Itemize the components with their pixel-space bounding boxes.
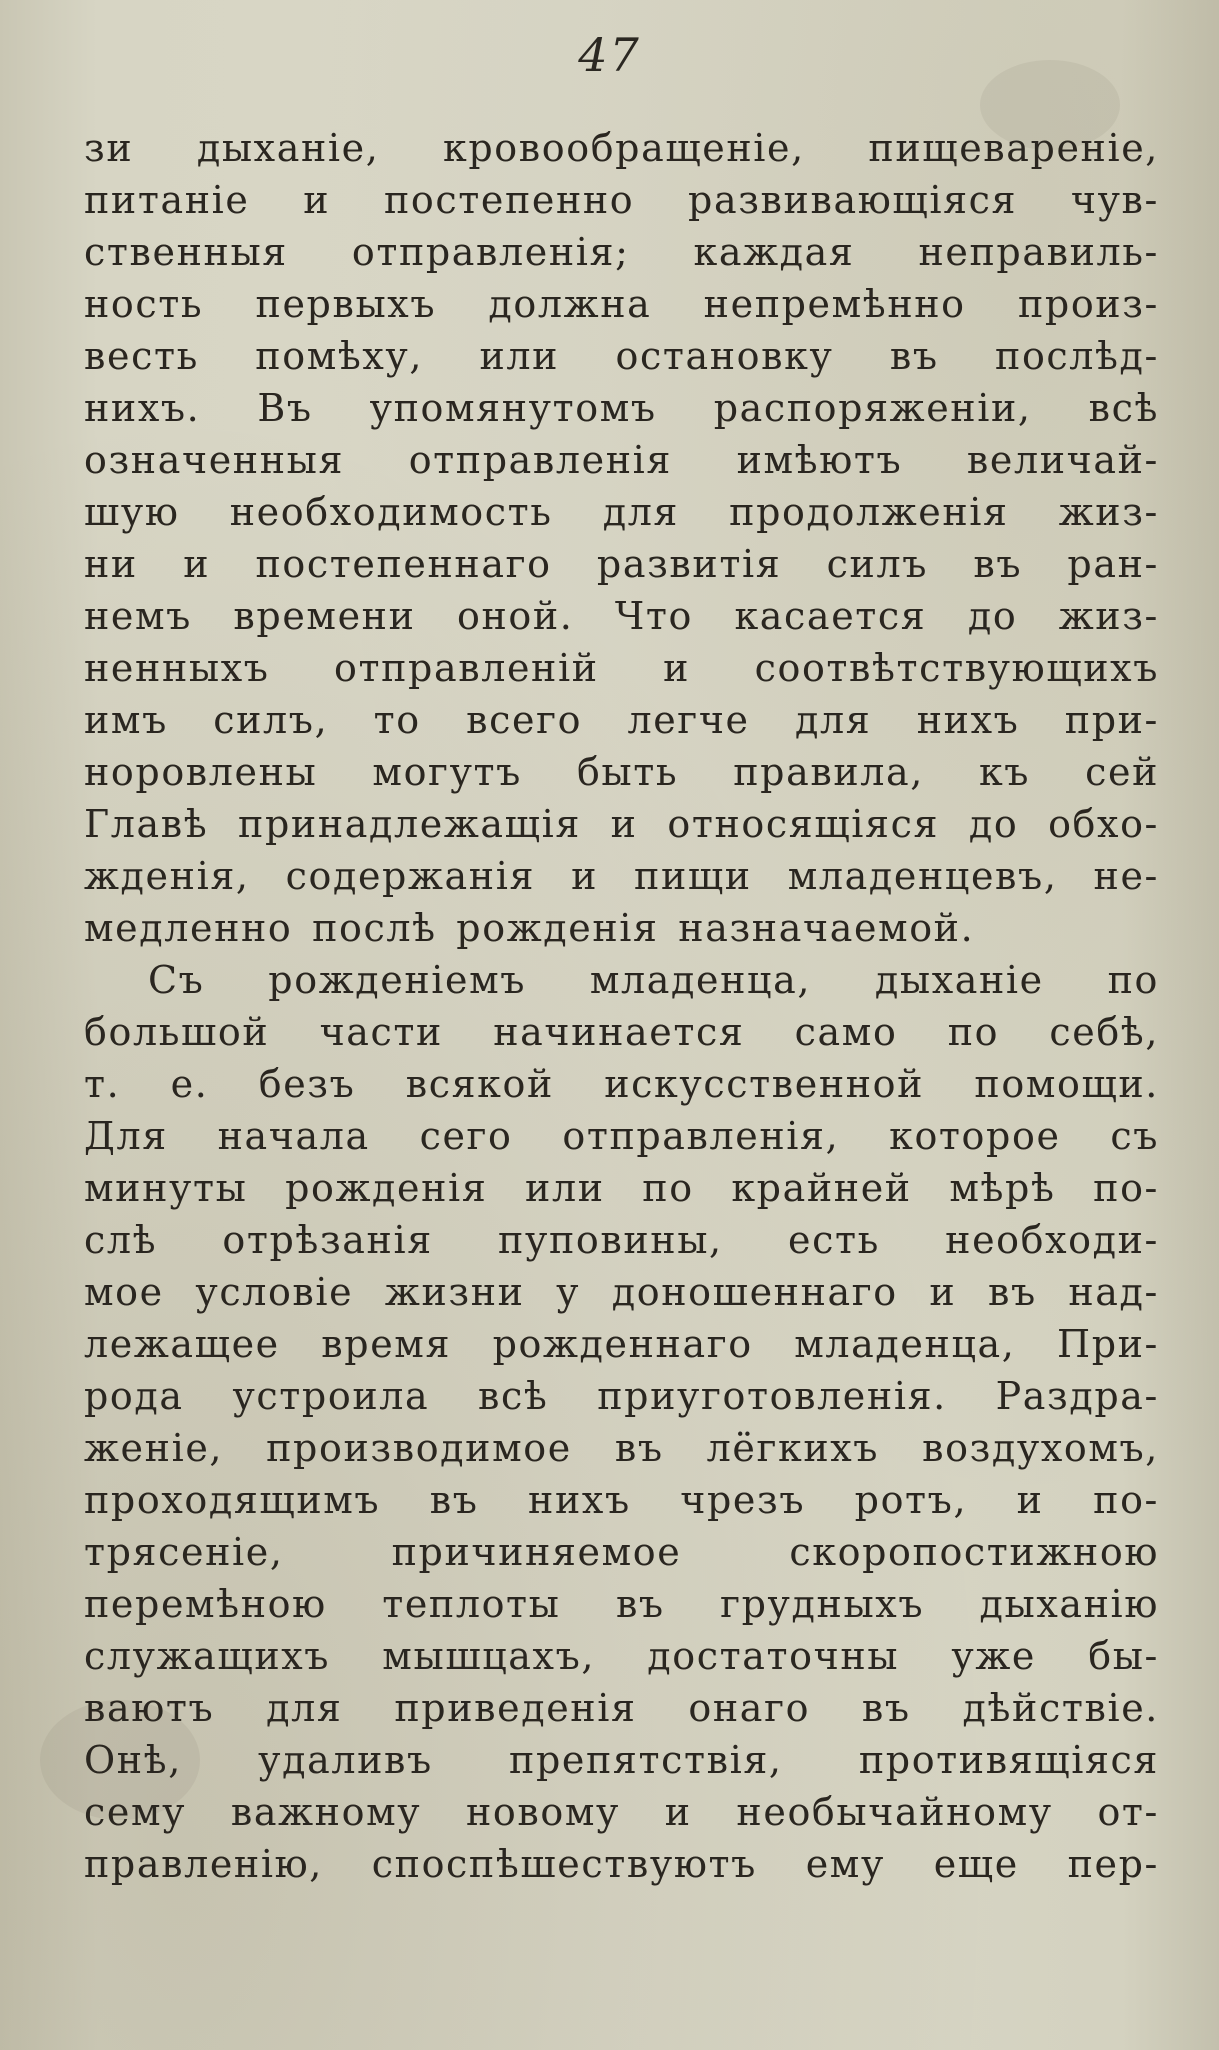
text-line: мое условіе жизни у доношеннаго и въ над- <box>84 1270 1159 1314</box>
text-line: Онѣ, удаливъ препятствія, противящіяся <box>84 1738 1159 1782</box>
text-line: большой части начинается само по себѣ, <box>84 1010 1159 1054</box>
text-line: ность первыхъ должна непремѣнно произ- <box>84 282 1159 326</box>
text-line: минуты рожденія или по крайней мѣрѣ по- <box>84 1166 1159 1210</box>
text-line: перемѣною теплоты въ грудныхъ дыханію <box>84 1582 1159 1626</box>
text-line: ненныхъ отправленій и соотвѣтствующихъ <box>84 646 1159 690</box>
text-line: ни и постепеннаго развитія силъ въ ран- <box>84 542 1159 586</box>
text-line: Главѣ принадлежащія и относящіяся до обхо- <box>84 802 1159 846</box>
text-line: ваютъ для приведенія онаго въ дѣйствіе. <box>84 1686 1159 1730</box>
text-line: ственныя отправленія; каждая неправиль- <box>84 230 1159 274</box>
text-line: служащихъ мышцахъ, достаточны уже бы- <box>84 1634 1159 1678</box>
text-line: рода устроила всѣ приуготовленія. Раздра- <box>84 1374 1159 1418</box>
text-line: правленію, споспѣшествуютъ ему еще пер- <box>84 1842 1159 1886</box>
text-line: шую необходимость для продолженія жиз- <box>84 490 1159 534</box>
body-text <box>84 122 1159 1890</box>
text-line: означенныя отправленія имѣютъ величай- <box>84 438 1159 482</box>
text-line: проходящимъ въ нихъ чрезъ ротъ, и по- <box>84 1478 1159 1522</box>
paragraph <box>84 954 1159 1890</box>
text-line: весть помѣху, или остановку въ послѣд- <box>84 334 1159 378</box>
text-line: лежащее время рожденнаго младенца, При- <box>84 1322 1159 1366</box>
text-line: имъ силъ, то всего легче для нихъ при- <box>84 698 1159 742</box>
text-line: питаніе и постепенно развивающіяся чув- <box>84 178 1159 222</box>
text-line: норовлены могутъ быть правила, къ сей <box>84 750 1159 794</box>
text-line: сему важному новому и необычайному от- <box>84 1790 1159 1834</box>
text-line: жденія, содержанія и пищи младенцевъ, не- <box>84 854 1159 898</box>
text-line: зи дыханіе, кровообращеніе, пищевареніе, <box>84 126 1159 170</box>
text-line: Съ рожденіемъ младенца, дыханіе по <box>148 958 1159 1002</box>
text-line: немъ времени оной. Что касается до жиз- <box>84 594 1159 638</box>
text-line: женіе, производимое въ лёгкихъ воздухомъ, <box>84 1426 1159 1470</box>
text-line: трясеніе, причиняемое скоропостижною <box>84 1530 1159 1574</box>
page-number: 47 <box>578 28 641 82</box>
text-line: медленно послѣ рожденія назначаемой. <box>84 906 975 950</box>
text-line: Для начала сего отправленія, которое съ <box>84 1114 1159 1158</box>
text-line: т. е. безъ всякой искусственной помощи. <box>84 1062 1159 1106</box>
text-line: нихъ. Въ упомянутомъ распоряженіи, всѣ <box>84 386 1159 430</box>
text-line: слѣ отрѣзанія пуповины, есть необходи- <box>84 1218 1159 1262</box>
paragraph <box>84 122 1159 954</box>
